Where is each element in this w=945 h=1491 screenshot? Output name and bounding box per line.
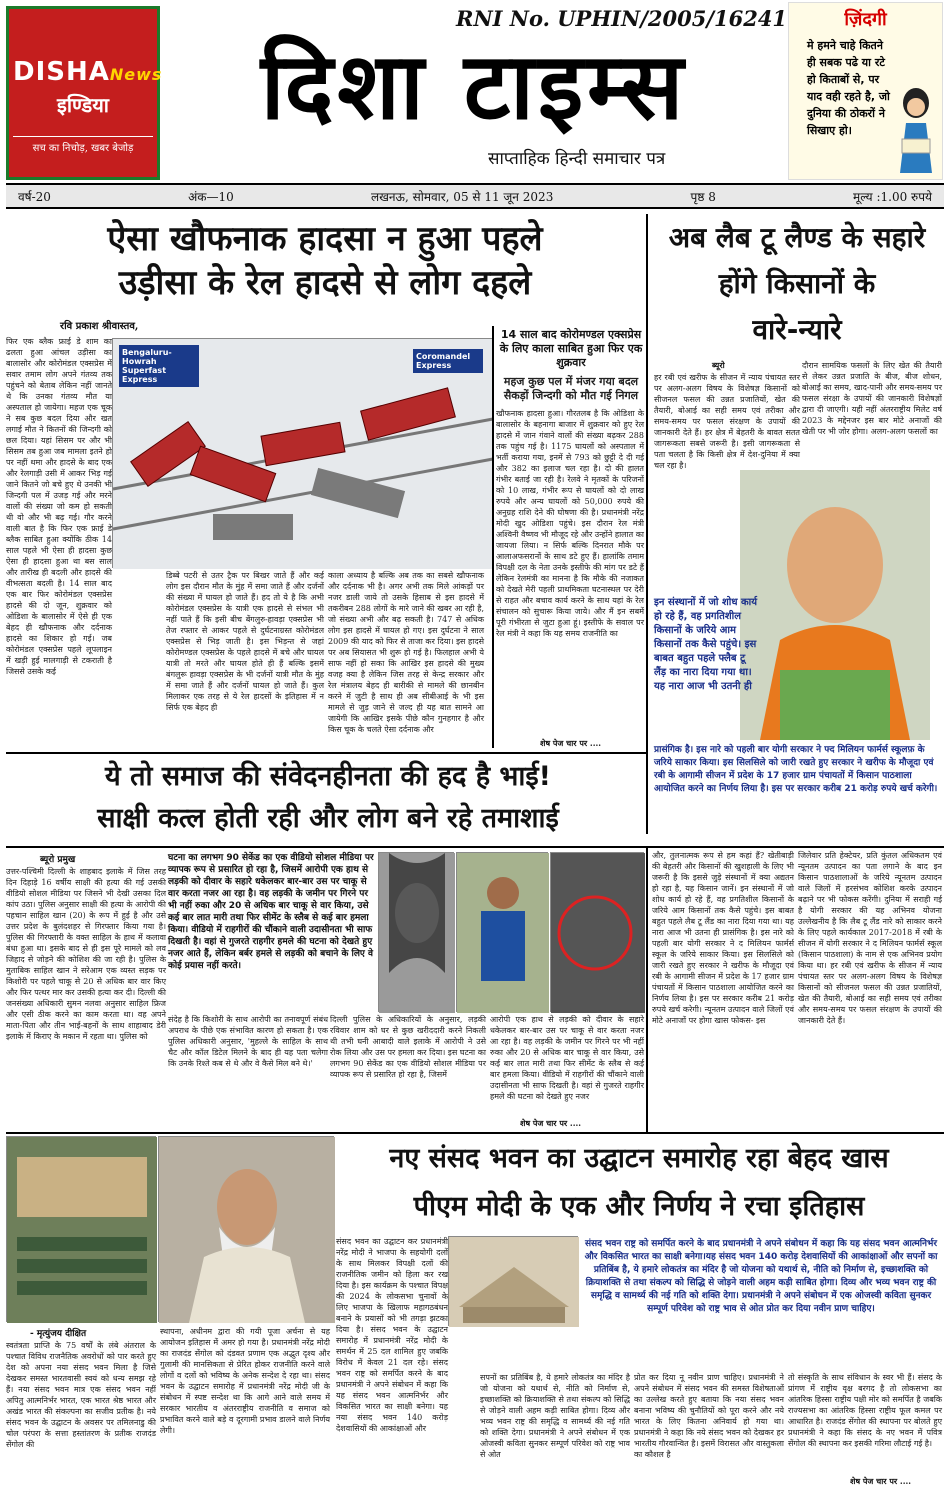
story4-col3: संसद भवन का उद्घाटन कर प्रधानमंत्री नरेंद्र मोदी ने भाजपा के सहयोगी दलों के साथ मिलकर विपक्षी दलों की राजनीतिक जमीन को हिला कर रख दिया है। इस कार्यक्रम के पश्चात विपक्ष की 2024 के लोकसभा चुनावों के लिए भाजपा के खिलाफ महागठबंधन बनाने के प्रयासों को भी तगड़ा झटका दिया है। संसद भवन के उद्घाटन समारोह में प्रधानमंत्री नरेंद्र मोदी के समर्थन में 25 दल शामिल हुए जबकि विरोध में केवल 21 दल रहे। संसद भवन राष्ट्र को समर्पित करने के बाद प्रधानमंत्री ने अपने संबोधन में कहा कि यह संसद भवन आत्मनिर्भर और विकसित भारत का साक्षी बनेगा। यह नया संसद भवन 140 करोड़ देशवासियों की आकांक्षाओं और xyxy=(336,1237,448,1433)
story4-highlight-box: संसद भवन राष्ट्र को समर्पित करने के बाद प्रधानमंत्री ने अपने संबोधन में कहा कि यह संसद भवन आत्मनिर्भर और विकसित भारत का साक्षी बनेगा।यह संसद भवन 140 करोड़ देशवासियों की आकांक्षाओं और सपनों का प्रतिबिंब है, ये हमारे लोकतंत्र का मंदिर है जो योजना को यथार्थ से, नीति को निर्माण से, इच्छाशक्ति को क्रियाशक्ति से तथा संकल्प को सिद्धि से जोड़ने वाली अहम कड़ी साबित होगा। दिव्य और भव्य भवन राष्ट्र की समृद्धि व सामर्थ्य की नई गति को शक्ति देगा। प्रधानमंत्री ने अपने संबोधन में एक ओजस्वी कविता सुनकर सम्पूर्ण परिवेश को राष्ट्र भाव से ओत प्रोत कर दिया नवीन प्राण चाहिए। xyxy=(584,1239,938,1314)
story3-bold-text: घटना का लगभग 90 सेकेंड का एक वीडियो सोशल मीडिया पर व्यापक रूप से प्रसारित हो रहा है, जिसमें आरोपी एक हाथ से लड़की को दीवार के सहारे धकेलकर बार-बार उस पर चाकू से वार करता नजर आ रहा है। वह लड़की के जमीन पर गिरने पर भी नहीं रुका और 20 से अधिक बार चाकू से वार किया, उसे कई बार लात मारी तथा फिर सीमेंट के स्लैब से कई बार हमला किया। वीडियो में राहगीरों की चौंकाने वाली उदासीनता भी साफ दिखती है। वहां से गुजरते राहगीर हमले की घटना को देखते हुए नजर आते हैं, लेकिन बर्बर हमले से लड़की को बचाने के लिए वे कोई प्रयास नहीं करते। xyxy=(168,853,374,971)
label-bengaluru-howrah: Bengaluru-Howrah Superfast Express xyxy=(119,345,199,387)
train-accident-illustration xyxy=(112,338,492,568)
story2-headline-1: अब लैब टू लैण्ड के सहारे xyxy=(668,221,926,254)
cctv-graphic xyxy=(551,853,645,1013)
story3-col2: संदेह है कि किशोरी के साथ आरोपी का तनावपूर्ण संबंध अपराध के पीछे एक संभावित कारण हो सकता है। एक पुलिस अधिकारी अनुसार, 'मुहल्ले के साहिल के साथ चैट और कॉल डिटेल मिलने के बाद ही यह पता चलेगा कि उनके रिश्ते कब से थे और वे कैसे मिल बने थे।' xyxy=(168,1015,328,1068)
story3-continued: शेष पेज चार पर .... xyxy=(520,1118,582,1128)
story4-col6: तो संस्कृति के साथ संविधान के स्वर भी हैं। संसद के प्रांगण में राष्ट्रीय वृक्ष बरगद है तो लोकसभा का आंतरिक हिस्सा राष्ट्रीय पक्षी मोर को समर्पित है जबकि राज्यसभा का आंतरिक हिस्सा राष्ट्रीय फूल कमल पर आधारित है। राजदंड सेंगोल की स्थापना पर बोलते हुए प्रधानमंत्री ने कहा कि संसद के नए भवन में पवित्र सेंगोल की स्थापना कर इसकी गरिमा लौटाई गई है। xyxy=(788,1373,942,1448)
story2-col3: और, तुलनात्मक रूप से हम कहां हैं? खेतीबाड़ी की बेहतरी और किसानों की खुशहाली के लिए भी जरूरी है कि इससे जुड़े संस्थानों में क्या अद्यतन हो रहा है, यह किसान जानें। इन संस्थानों में जो शोध कार्य हो रहे हैं, वह प्रगतिशील किसानों के जरिये आम किसानों तक कैसे पहुंचे। इस बाबत बहुत पहले लैब टू लैंड का नारा दिया गया था। यह नारा आज भी उतना ही प्रासंगिक है। इस नारे को पहली बार योगी सरकार ने द मिलियन फार्मर्स स्कूल के जरिये साकार किया। इस सिलसिले को जारी रखते हुए सरकार ने खरीफ के मौजूदा एवं रबी के आगामी सीजन में प्रदेश के 17 हजार ग्राम पंचायतों में किसान पाठशाला आयोजित करने का निर्णय लिया है। इस पर सरकार करीब 21 करोड़ रुपये खर्च करेगी। न्यूनतम उत्पादन वाले जिलों एवं मोटे अनाजों पर होगा खास फोकस- इस xyxy=(652,851,794,1025)
story1-headline-1: ऐसा खौफनाक हादसा न हुआ पहले xyxy=(107,219,543,259)
story4-col2: स्थापना, अधीनम द्वारा की गयी पूजा अर्चना से यह आयोजन इतिहास में अमर हो गया है। प्रधानमंत्री नरेंद्र मोदी का राजदंड सेंगोल को दंडवत प्रणाम एक अद्भुत दृश्य और गुलामी की मानसिकता से प्रेरित होकर राजनीति करने वाले लोगों व दलों को भविष्य के अनेक सन्देश दे रहा था। संसद भवन के उद्घाटन समारोह में प्रधानमंत्री नरेंद्र मोदी जी के संबोधन में स्पष्ट सन्देश था कि आगे आने वाले समय में सरकार भारतीय व अंतरराष्ट्रीय राजनीति व समाज को प्रभावित करने वाले बड़े व दूरगामी प्रभाव डालने वाले निर्णय लेगी। xyxy=(160,1327,330,1435)
quote-title: ज़िंदगी xyxy=(844,9,887,30)
column-rule xyxy=(646,846,648,1132)
story3-col4: आरोपी एक हाथ से लड़की को दीवार के सहारे धकेलकर बार-बार उस पर चाकू से वार करता नजर आ रहा है। वह लड़की के जमीन पर गिरने पर भी नहीं रुका और 20 से अधिक बार चाकू से वार किया, उसे कई बार लात मारी तथा फिर सीमेंट के स्लैब से कई बार हमला किया। वीडियो में राहगीरों की चौंकाने वाली उदासीनता भी साफ दिखती है। वहां से गुजरते राहगीर हमले की घटना को देखते हुए नजर xyxy=(490,1015,644,1101)
story4-headline-2: पीएम मोदी के एक और निर्णय ने रचा इतिहास xyxy=(413,1191,865,1222)
issue-label: अंक—10 xyxy=(188,189,234,204)
story2-headline-2: होंगे किसानों के xyxy=(718,267,876,300)
story2-col4: जिलेवार प्रति हेक्टेयर, प्रति कुंतल अधिकतम एवं न्यूनतम उत्पादन का पता लगाने के बाद इन किसान पाठशालाओं के जरिये न्यूनतम उत्पादन वाले जिलों में हरसंभव कोशिश करके उत्पादन बढ़ाने पर भी फोकस करेंगी। दुनिया में सराही गई है योगी सरकार की यह अभिनव योजना उल्लेखनीय है कि लैब टू लैंड नारे को साकार करने के लिए पहले कार्यकाल 2017-2018 में रबी के सीजन में योगी सरकार ने द मिलियन फार्मर्स स्कूल (किसान पाठशाला) के नाम से एक अभिनव प्रयोग किया था। हर रबी एवं खरीफ के सीजन में न्याय पंचायत स्तर पर अलग-अलग विषय के विशेषज्ञ किसानों को सीजनल फसल की उन्नत प्रजातियों, खेत की तैयारी, बोआई का सही समय एवं तरीका और समय-समय पर फसल संरक्षण के उपायों की जानकारी देते हैं। xyxy=(798,851,942,1025)
logo-tagline: सच का निचोड़, खबर बेजोड़ xyxy=(13,136,153,154)
section-rule xyxy=(6,752,646,754)
logo-news-text: News xyxy=(109,65,163,84)
cctv-footage-photo xyxy=(550,852,644,1012)
page-number: पृष्ठ 8 xyxy=(690,189,716,204)
place-date: लखनऊ, सोमवार, 05 से 11 जून 2023 xyxy=(370,189,554,204)
story1-col3: काला अध्याय है बल्कि अब तक का सबसे खौफनाक और दर्दनाक भी है। अगर अभी तक मिले आंकड़ों पर नजर डाली जाये तो उसके हिसाब से इस हादसे में तकरीबन 288 लोगों के मारे जाने की खबर आ रही है, जो संख्या अभी और बढ़ सकती है। 747 से अधिक लोग इस हादसे में घायल हो गए। इस दुर्घटना ने साल 2009 की याद को फिर से ताजा कर दिया। इस हादसे पर अब सियासत भी शुरू हो गई है। फिलहाल अभी ये साफ नहीं हो सका कि आखिर इस हादसे की मुख्य वजह क्या है लेकिन जिस तरह से केन्द्र सरकार और रेल मंत्रालय बेहद ही बारीकी से मामले की छानबीन करने में जुटी है साथ ही अब सीबीआई के भी इस मामले से जुड़ जाने से जल्द ही यह बात सामने आ जायेगी कि आखिर इसके पीछे कौन गुनहगार है और किस चूक के चलते ऐसा दर्दनाक और xyxy=(328,571,484,734)
parliament-graphic xyxy=(7,1137,157,1323)
accused-photo xyxy=(456,852,548,1012)
rni-number: RNI No. UPHIN/2005/16241 xyxy=(456,6,788,31)
story2-byline: ब्यूरो xyxy=(712,360,725,370)
story3-col1: उत्तर-पश्चिमी दिल्ली के शाहबाद इलाके में जिस तरह दिन दिहाड़े 16 वर्षीय साक्षी की हत्या की गई उसकी वीडियो सोशल मीडिया पर जिसने भी देखी उसका दिल कांप उठा। पुलिस अनुसार साक्षी की हत्या के आरोपी की पहचान साहिल खान (20) के रूप में हुई है और उसे उत्तर प्रदेश के बुलंदशहर से गिरफ्तार किया गया है। पुलिस की गिरफ्तारी के वक्त साहिल के हाथ में कलावा बंधा हुआ था। इसके बाद से ही इस पूरे मामले को लव जिहाद से जोड़ने की कोशिश की जा रही है। पुलिस के मुताबिक साहिल खान ने सरेआम एक व्यस्त सड़क पर किशोरी पर पहले चाकू से 20 से अधिक बार वार किए और फिर पत्थर मार कर उसकी हत्या कर दी। दिल्ली की जनसंख्या अधिकारी सुमन नलवा अनुसार साहिल फ्रिज और एसी ठीक करने का काम करता था। वह अपने माता-पिता और तीन भाई-बहनों के साथ शाहाबाद डेरी इलाके में किराए के मकान में रहता था। पुलिस को xyxy=(6,867,166,1041)
logo-disha xyxy=(13,57,163,87)
pm-modi-photo xyxy=(158,1136,334,1322)
story4-continued: शेष पेज चार पर .... xyxy=(850,1476,912,1486)
story1-kicker: 14 साल बाद कोरोमण्डल एक्सप्रेस के लिए काला साबित हुआ फिर एक शुक्रवार xyxy=(499,328,643,369)
girl-reading-illustration xyxy=(892,83,940,173)
newspaper-title: दिशा टाइम्स xyxy=(260,33,688,140)
quote-body: मे हमने चाहे कितने ही सबक पढे या रटे हो किताबों से, पर याद वही रहते है, जो दुनिया की ठोकरों ने सिखाए हो। xyxy=(807,39,890,137)
portrait-graphic xyxy=(379,853,455,1013)
issue-info-bar xyxy=(6,183,944,209)
story2-pull-quote: इन संस्थानों में जो शोध कार्य हो रहे हैं, वह प्रगतिशील किसानों के जरिये आम किसानों तक कैसे पहुंचे। इस बाबत बहुत पहले फ्लैब टू लैंड़ का नारा दिया गया था। यह नारा आज भी उतनी ही xyxy=(654,597,758,692)
parliament-building-graphic xyxy=(449,1237,579,1327)
story3-headline-1: ये तो समाज की संवेदनहीनता की हद है भाई! xyxy=(105,761,551,792)
logo-disha-text: DISHA xyxy=(13,57,110,87)
sakshi-photo xyxy=(378,852,454,1012)
story2-col1: हर रबी एवं खरीफ के सीजन में न्याय पंचायत स्तर पर अलग-अलग विषय के विशेषज्ञ किसानों को सीजनल फसल की उन्नत प्रजातियों, खेत की तैयारी, बोआई का सही समय एवं तरीका और समय-समय पर फसल संरक्षण के उपायों की जानकारी देते हैं। हर क्षेत्र में बेहतरी के बावत सतत जागरूकता सबसे जरूरी है। इसी जागरूकता से पता चलता है कि किसी क्षेत्र में देश-दुनिया में क्या चल रहा है। xyxy=(654,373,800,470)
story3-col3: दिल्ली पुलिस के अधिकारियों के अनुसार, लड़की रविवार शाम को घर से कुछ खरीददारी करने निकली थी तभी घनी आबादी वाले इलाके में आरोपी ने उसे रोक लिया और उस पर हमला कर दिया। इस घटना का लगभग 90 सेकेंड का एक वीडियो सोशल मीडिया पर व्यापक रूप से प्रसारित हो रहा है, जिसमें xyxy=(330,1015,486,1079)
story2-headline-3: वारे-न्यारे xyxy=(752,313,842,346)
section-rule xyxy=(6,846,944,848)
new-parliament-building-photo xyxy=(448,1236,578,1326)
disha-news-logo xyxy=(6,6,163,180)
logo-india: इण्डिया xyxy=(57,93,109,117)
story3-headline-2: साक्षी कत्ल होती रही और लोग बने रहे तमाशाई xyxy=(97,803,559,834)
story1-col1: फिर एक ब्लैक फ्राई डे शाम का ढलता हुआ आंचल उड़ीसा का बालासोर और कोरोमंडल एक्सप्रेस में सवार तमाम लोग अपने गंतव्य तक पहुंचने को बेताब लेकिन नहीं जानते थे कि उनका गंतव्य मौत या अस्पताल हो जायेगा। महज एक चूक ने सब कुछ बदल दिया और खत लगाई मौत ने कितनों की जिन्दगी को छल दिया। यहां सिसम पर और भी सिसम तब हुआ जब मामला इतने हो पर नहीं थमा और हादसे के बाद एक और रेलगाड़ी उसी में आकर भिड़ गई जाने कितने जो बचे हुए थे उनकी भी जिन्दगी पल में उजड़ गई और मरने वालों की संख्या जो कम हो सकती थी वो और भी बढ़ गई। गौर करने वाली बात है कि फिर एक फ्राई डे ब्लैक साबित हुआ क्योंकि ठीक 14 साल पहले भी ऐसा ही हादसा कुछ ऐसा ही हादसा हुआ था बस साल और तारीख ही बदली और हादसे की वीभत्सता बदली है। 14 साल बाद एक बार फिर कोरोमंडल एक्सप्रेस हादसे की दो जून, शुक्रवार को ओडिशा के बालासोर में ऐसे ही एक बेहद ही खौफनाक और दर्दनाक हादसे का शिकार हो गई। जब कोरोमंडल एक्सप्रेस पहले लूपलाइन में खड़ी हुई मालगाड़ी से टकराती है जिससे उसके कई xyxy=(6,337,112,676)
story3-byline: ब्यूरो प्रमुख xyxy=(40,855,76,865)
story4-col5: प्रोत कर दिया नू नवीन प्राण चाहिए। प्रधानमंत्री ने अपने संबोधन में संसद भवन की समस्त विशेषताओं का उल्लेख करते हुए बताया कि नया संसद भवन बनाना भविष्य की चुनौतियों को पूरा करने और नये भारत के लिए कितना अनिवार्य हो गया था। प्रधानमंत्री ने कहा कि नये संसद भवन को देखकर हर भारतीय गौरवान्वित है। इसमें विरासत और वास्तुकला का कौशल है xyxy=(634,1373,784,1459)
story1-headline-2: उड़ीसा के रेल हादसे से लोग दहले xyxy=(118,263,532,303)
quote-box xyxy=(788,2,943,180)
story1-continued: शेष पेज चार पर .... xyxy=(540,738,602,748)
story2-col2: दौरान सामयिक फसलों के लिए खेत की तैयारी से लेकर उन्नत प्रजाति के बीज, बीज शोधन, बोआई का समय, खाद-पानी और समय-समय पर फसल संरक्षा के उपायों की जानकारी विशेषज्ञों द्वारा दी जाएगी। यही नहीं अंतरराष्ट्रीय मिलेट वर्ष 2023 के मद्देनजर इस बार मोटे अनाजों की खेती पर भी जोर होगा। अलग-अलग फसलों का xyxy=(802,361,942,436)
story4-col4: सपनों का प्रतिबिंब है, ये हमारे लोकतंत्र का मंदिर है जो योजना को यथार्थ से, नीति को निर्माण से, इच्छाशक्ति को क्रियाशक्ति से तथा संकल्प को सिद्धि से जोड़ने वाली अहम कड़ी साबित होगा। दिव्य और भव्य भवन राष्ट्र की समृद्धि व सामर्थ्य की नई गति को शक्ति देगा। प्रधानमंत्री ने अपने संबोधन में एक ओजस्वी कविता सुनकर सम्पूर्ण परिवेश को राष्ट्र भाव से ओत xyxy=(480,1373,630,1459)
story4-headline-1: नए संसद भवन का उद्घाटन समारोह रहा बेहद खास xyxy=(389,1143,889,1174)
price: मूल्य :1.00 रुपये xyxy=(853,189,932,204)
story1-col2: डिब्बे पटरी से उतर ट्रैक पर बिखर जाते हैं और कई लोग इस दौरान मौत के मुंह में समा जाते हैं और दर्जनों की संख्या में घायल हो जाते हैं। हद तो ये है कि अभी कोरोमंडल एक्सप्रेस के यात्री एक हादसे से संभल भी नहीं पाते हैं कि इसी बीच बेंगलुरु-हावड़ा एक्सप्रेस भी तेज रफ्तार से आकर पहले से दुर्घटनाग्रस्त कोरोमंडल एक्सप्रेस से भिड़ जाती है। इस भिड़न्त से जहां कोरोमण्डल एक्सप्रेस के पहले हादसे में बचे और घायल यात्री तो मरते और घायल होते ही हैं बल्कि इसमें बंगलुरू हावड़ा एक्सप्रेस के भी दर्जनों यात्री मौत के मुंह में समा जाते हैं और दर्जनों घायल हो जाते हैं। कुल मिलाकर एक तरह से ये रेल हादसों के इतिहास में न सिर्फ एक बेहद ही xyxy=(166,571,324,712)
story1-col4: खौफनाक हादसा हुआ। गौरतलब है कि ओडिशा के बालासोर के बहनागा बाजार में शुक्रवार को हुए रेल हादसे में जान गंवाने वालों की संख्या बढ़कर 288 तक पहुंच गई है। 1175 घायलों को अस्पताल में भर्ती कराया गया, इनमें से 793 को छुट्टी दे दी गई और 382 का इलाज चल रहा है। दो की हालत गंभीर बताई जा रही है। रेलवे ने मृतकों के परिजनों को 10 लाख, गंभीर रूप से घायलों को दो लाख रुपये और अन्य घायलों को 50,000 रुपये की अनुग्रह राशि देने की घोषणा की है। प्रधानमंत्री नरेंद्र मोदी खुद ओडिशा पहुंचे। इस दौरान रेल मंत्री अश्विनी वैष्णव भी मौजूद रहे और उन्होंने हालात का जायजा लिया। न सिर्फ बल्कि दिनरात मौके पर आलाअफसरानों के साथ डटे हुए हैं। हालांकि तमाम विपक्षी दल के नेता उनके इस्तीफे की मांग पर डटे हैं लेकिन रेलमंत्री का मानना है कि मौके की नजाकत को देखते मेरी पहली प्राथमिकता घटनास्थल पर देरी से राहत और बचाव कार्य करने के साथ यहां के रेल संचालन को सुचारू किया जाये। और मैं इन सबमें पूरी गंभीरता से जुटा हुआ हूं। इस्तीफे के सवाल पर रेल मंत्री ने कहा कि यह समय राजनीति का xyxy=(496,409,644,638)
year-label: वर्ष-20 xyxy=(18,189,51,204)
column-rule xyxy=(492,326,494,748)
story1-kicker-2: महज कुछ पल में मंजर गया बदल सैकड़ों जिन्दगी को मौत गई निगल xyxy=(503,375,639,402)
section-rule xyxy=(6,1132,944,1134)
portrait-graphic xyxy=(457,853,549,1013)
portrait-graphic xyxy=(740,470,930,740)
story1-byline: रवि प्रकाश श्रीवास्तव, xyxy=(60,321,139,332)
column-rule xyxy=(646,214,648,834)
story2-highlight-box: प्रासंगिक है। इस नारे को पहली बार योगी सरकार ने फ्द मिलियन फार्मर्स स्कूलफ़ के जरिये साकार किया। इस सिलसिले को जारी रखते हुए सरकार ने खरीफ के मौजूदा एवं रबी के आगामी सीजन में प्रदेश के 17 हजार ग्राम पंचायतों में किसान पाठशाला आयोजित करने का निर्णय लिया है। इस पर सरकार करीब 21 करोड़ रुपये खर्च करेगी। xyxy=(654,745,938,794)
portrait-graphic xyxy=(159,1137,335,1323)
label-coromandel: Coromandel Express xyxy=(413,349,483,373)
parliament-chamber-photo xyxy=(6,1136,156,1322)
yogi-adityanath-photo xyxy=(740,470,930,740)
newspaper-subtitle: साप्ताहिक हिन्दी समाचार पत्र xyxy=(488,149,666,169)
story4-byline: - मृत्युंजय दीक्षित xyxy=(30,1329,87,1339)
story4-col1: स्वतंत्रता प्राप्ति के 75 वर्षों के लंबे अंतराल के पश्चात विविध राजनैतिक अवरोधों को पार करते हुए देश को अपना नया संसद भवन मिला है जिसे देखकर समस्त भारतवासी स्वयं को धन्य समझ रहे हैं। नया संसद भवन मात्र एक संसद भवन नहीं अपितु आत्मनिर्भर भारत, एक भारत श्रेष्ठ भारत और अखंड भारत की संकल्पना का सजीव प्रतीक है। नये संसद भवन के उद्घाटन के अवसर पर तमिलनाडु की चोल परंपरा के सत्ता हस्तांतरण के प्रतीक राजदंड सेंगोल की xyxy=(6,1341,156,1449)
